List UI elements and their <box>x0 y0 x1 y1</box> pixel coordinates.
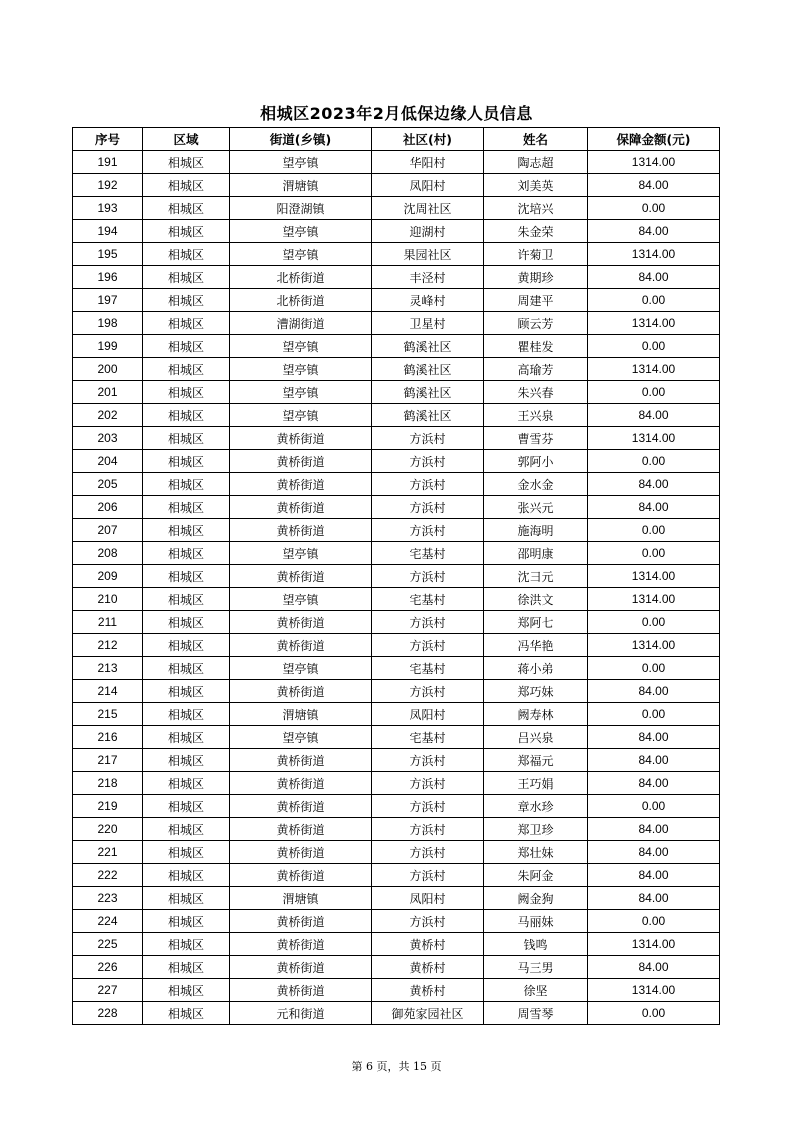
table-row <box>73 680 720 703</box>
cell-amount: 1314.00 <box>588 427 720 450</box>
table-row <box>73 404 720 427</box>
cell-name: 朱兴春 <box>484 381 588 404</box>
cell-amount: 0.00 <box>588 795 720 818</box>
cell-index: 214 <box>73 680 143 703</box>
cell-street: 渭塘镇 <box>230 887 372 910</box>
cell-name: 郑卫珍 <box>484 818 588 841</box>
table-row <box>73 565 720 588</box>
cell-district: 相城区 <box>143 611 230 634</box>
cell-amount: 1314.00 <box>588 312 720 335</box>
cell-community: 方浜村 <box>372 680 484 703</box>
cell-amount: 1314.00 <box>588 933 720 956</box>
cell-amount: 84.00 <box>588 841 720 864</box>
cell-amount: 0.00 <box>588 335 720 358</box>
cell-amount: 1314.00 <box>588 358 720 381</box>
cell-name: 马三男 <box>484 956 588 979</box>
cell-name: 曹雪芬 <box>484 427 588 450</box>
cell-amount: 84.00 <box>588 220 720 243</box>
cell-district: 相城区 <box>143 197 230 220</box>
cell-index: 220 <box>73 818 143 841</box>
cell-street: 望亭镇 <box>230 151 372 174</box>
column-header-district: 区域 <box>143 128 230 151</box>
table-row <box>73 197 720 220</box>
cell-district: 相城区 <box>143 841 230 864</box>
cell-community: 方浜村 <box>372 611 484 634</box>
cell-name: 金水金 <box>484 473 588 496</box>
cell-name: 郑壮妹 <box>484 841 588 864</box>
column-header-name: 姓名 <box>484 128 588 151</box>
cell-district: 相城区 <box>143 174 230 197</box>
cell-district: 相城区 <box>143 542 230 565</box>
table-row <box>73 818 720 841</box>
cell-name: 许菊卫 <box>484 243 588 266</box>
cell-amount: 0.00 <box>588 657 720 680</box>
table-row <box>73 312 720 335</box>
cell-index: 224 <box>73 910 143 933</box>
table-row <box>73 1002 720 1025</box>
cell-district: 相城区 <box>143 818 230 841</box>
cell-street: 黄桥街道 <box>230 634 372 657</box>
cell-district: 相城区 <box>143 680 230 703</box>
cell-street: 望亭镇 <box>230 243 372 266</box>
cell-amount: 1314.00 <box>588 151 720 174</box>
cell-street: 黄桥街道 <box>230 427 372 450</box>
cell-community: 黄桥村 <box>372 933 484 956</box>
cell-community: 黄桥村 <box>372 956 484 979</box>
table-row <box>73 795 720 818</box>
cell-district: 相城区 <box>143 910 230 933</box>
table-row <box>73 657 720 680</box>
cell-name: 朱金荣 <box>484 220 588 243</box>
cell-community: 宅基村 <box>372 726 484 749</box>
cell-community: 宅基村 <box>372 542 484 565</box>
cell-name: 王巧娟 <box>484 772 588 795</box>
cell-name: 阙金狗 <box>484 887 588 910</box>
cell-amount: 1314.00 <box>588 243 720 266</box>
table-row <box>73 473 720 496</box>
cell-street: 黄桥街道 <box>230 818 372 841</box>
cell-name: 沈彐元 <box>484 565 588 588</box>
cell-index: 227 <box>73 979 143 1002</box>
table-row <box>73 220 720 243</box>
cell-street: 黄桥街道 <box>230 864 372 887</box>
cell-district: 相城区 <box>143 358 230 381</box>
cell-name: 邵明康 <box>484 542 588 565</box>
cell-district: 相城区 <box>143 243 230 266</box>
cell-index: 226 <box>73 956 143 979</box>
cell-street: 黄桥街道 <box>230 611 372 634</box>
cell-district: 相城区 <box>143 749 230 772</box>
cell-amount: 1314.00 <box>588 588 720 611</box>
cell-street: 黄桥街道 <box>230 956 372 979</box>
cell-district: 相城区 <box>143 404 230 427</box>
cell-street: 望亭镇 <box>230 588 372 611</box>
cell-index: 221 <box>73 841 143 864</box>
table-row <box>73 864 720 887</box>
cell-name: 周建平 <box>484 289 588 312</box>
table-row <box>73 427 720 450</box>
table-row <box>73 749 720 772</box>
cell-community: 方浜村 <box>372 910 484 933</box>
cell-community: 方浜村 <box>372 450 484 473</box>
cell-name: 沈培兴 <box>484 197 588 220</box>
cell-community: 御苑家园社区 <box>372 1002 484 1025</box>
cell-amount: 0.00 <box>588 703 720 726</box>
column-header-index: 序号 <box>73 128 143 151</box>
column-header-street: 街道(乡镇) <box>230 128 372 151</box>
cell-street: 黄桥街道 <box>230 910 372 933</box>
cell-community: 方浜村 <box>372 427 484 450</box>
data-table <box>72 127 720 1025</box>
cell-community: 方浜村 <box>372 519 484 542</box>
cell-amount: 1314.00 <box>588 565 720 588</box>
cell-community: 鹤溪社区 <box>372 404 484 427</box>
cell-community: 宅基村 <box>372 657 484 680</box>
cell-district: 相城区 <box>143 864 230 887</box>
cell-amount: 84.00 <box>588 772 720 795</box>
cell-community: 方浜村 <box>372 473 484 496</box>
cell-name: 章水珍 <box>484 795 588 818</box>
table-row <box>73 956 720 979</box>
cell-name: 周雪琴 <box>484 1002 588 1025</box>
table-row <box>73 772 720 795</box>
cell-index: 217 <box>73 749 143 772</box>
cell-index: 212 <box>73 634 143 657</box>
cell-community: 灵峰村 <box>372 289 484 312</box>
cell-community: 凤阳村 <box>372 703 484 726</box>
cell-district: 相城区 <box>143 979 230 1002</box>
cell-street: 元和街道 <box>230 1002 372 1025</box>
cell-index: 191 <box>73 151 143 174</box>
cell-district: 相城区 <box>143 956 230 979</box>
cell-name: 冯华艳 <box>484 634 588 657</box>
cell-amount: 0.00 <box>588 381 720 404</box>
cell-index: 202 <box>73 404 143 427</box>
cell-index: 206 <box>73 496 143 519</box>
cell-name: 郑巧妹 <box>484 680 588 703</box>
cell-amount: 84.00 <box>588 749 720 772</box>
cell-street: 黄桥街道 <box>230 772 372 795</box>
cell-name: 朱阿金 <box>484 864 588 887</box>
cell-district: 相城区 <box>143 450 230 473</box>
cell-community: 黄桥村 <box>372 979 484 1002</box>
cell-index: 215 <box>73 703 143 726</box>
table-row <box>73 726 720 749</box>
cell-street: 黄桥街道 <box>230 749 372 772</box>
cell-community: 凤阳村 <box>372 174 484 197</box>
cell-district: 相城区 <box>143 703 230 726</box>
cell-name: 马丽妹 <box>484 910 588 933</box>
cell-amount: 84.00 <box>588 174 720 197</box>
cell-street: 黄桥街道 <box>230 979 372 1002</box>
cell-index: 196 <box>73 266 143 289</box>
cell-amount: 84.00 <box>588 266 720 289</box>
cell-street: 北桥街道 <box>230 266 372 289</box>
cell-district: 相城区 <box>143 220 230 243</box>
cell-index: 203 <box>73 427 143 450</box>
cell-name: 瞿桂发 <box>484 335 588 358</box>
cell-community: 鹤溪社区 <box>372 381 484 404</box>
table-row <box>73 519 720 542</box>
cell-index: 210 <box>73 588 143 611</box>
cell-district: 相城区 <box>143 519 230 542</box>
cell-community: 卫星村 <box>372 312 484 335</box>
cell-amount: 0.00 <box>588 289 720 312</box>
cell-street: 黄桥街道 <box>230 841 372 864</box>
table-row <box>73 266 720 289</box>
cell-street: 黄桥街道 <box>230 496 372 519</box>
cell-district: 相城区 <box>143 335 230 358</box>
cell-street: 黄桥街道 <box>230 933 372 956</box>
cell-district: 相城区 <box>143 151 230 174</box>
table-row <box>73 151 720 174</box>
cell-street: 渭塘镇 <box>230 174 372 197</box>
cell-street: 望亭镇 <box>230 657 372 680</box>
cell-amount: 0.00 <box>588 1002 720 1025</box>
cell-community: 沈周社区 <box>372 197 484 220</box>
cell-street: 望亭镇 <box>230 220 372 243</box>
cell-name: 陶志超 <box>484 151 588 174</box>
column-header-amount: 保障金额(元) <box>588 128 720 151</box>
cell-index: 198 <box>73 312 143 335</box>
cell-index: 218 <box>73 772 143 795</box>
cell-name: 徐洪文 <box>484 588 588 611</box>
table-row <box>73 979 720 1002</box>
cell-name: 顾云芳 <box>484 312 588 335</box>
cell-index: 222 <box>73 864 143 887</box>
cell-index: 216 <box>73 726 143 749</box>
cell-name: 高瑜芳 <box>484 358 588 381</box>
cell-community: 方浜村 <box>372 795 484 818</box>
table-row <box>73 933 720 956</box>
table-row <box>73 542 720 565</box>
cell-street: 阳澄湖镇 <box>230 197 372 220</box>
cell-index: 197 <box>73 289 143 312</box>
cell-name: 郭阿小 <box>484 450 588 473</box>
cell-index: 207 <box>73 519 143 542</box>
cell-index: 201 <box>73 381 143 404</box>
table-row <box>73 243 720 266</box>
table-row <box>73 335 720 358</box>
cell-district: 相城区 <box>143 588 230 611</box>
cell-index: 199 <box>73 335 143 358</box>
cell-index: 225 <box>73 933 143 956</box>
cell-index: 211 <box>73 611 143 634</box>
cell-district: 相城区 <box>143 381 230 404</box>
cell-district: 相城区 <box>143 289 230 312</box>
cell-street: 北桥街道 <box>230 289 372 312</box>
table-row <box>73 841 720 864</box>
cell-index: 213 <box>73 657 143 680</box>
cell-amount: 0.00 <box>588 197 720 220</box>
cell-district: 相城区 <box>143 427 230 450</box>
cell-street: 黄桥街道 <box>230 680 372 703</box>
cell-district: 相城区 <box>143 657 230 680</box>
cell-community: 宅基村 <box>372 588 484 611</box>
cell-community: 方浜村 <box>372 818 484 841</box>
cell-community: 迎湖村 <box>372 220 484 243</box>
cell-name: 徐坚 <box>484 979 588 1002</box>
cell-amount: 84.00 <box>588 404 720 427</box>
cell-index: 223 <box>73 887 143 910</box>
table-row <box>73 496 720 519</box>
table-body <box>73 151 720 1025</box>
cell-district: 相城区 <box>143 726 230 749</box>
cell-community: 方浜村 <box>372 496 484 519</box>
cell-index: 205 <box>73 473 143 496</box>
cell-street: 黄桥街道 <box>230 565 372 588</box>
cell-district: 相城区 <box>143 933 230 956</box>
cell-community: 凤阳村 <box>372 887 484 910</box>
cell-name: 王兴泉 <box>484 404 588 427</box>
cell-district: 相城区 <box>143 772 230 795</box>
cell-index: 194 <box>73 220 143 243</box>
cell-amount: 84.00 <box>588 864 720 887</box>
cell-amount: 0.00 <box>588 450 720 473</box>
cell-name: 蒋小弟 <box>484 657 588 680</box>
cell-district: 相城区 <box>143 312 230 335</box>
cell-street: 黄桥街道 <box>230 519 372 542</box>
cell-community: 方浜村 <box>372 634 484 657</box>
cell-amount: 0.00 <box>588 542 720 565</box>
cell-district: 相城区 <box>143 496 230 519</box>
cell-amount: 84.00 <box>588 956 720 979</box>
table-row <box>73 381 720 404</box>
cell-district: 相城区 <box>143 887 230 910</box>
table-row <box>73 358 720 381</box>
cell-name: 钱鸣 <box>484 933 588 956</box>
cell-district: 相城区 <box>143 565 230 588</box>
table-row <box>73 703 720 726</box>
cell-community: 方浜村 <box>372 841 484 864</box>
cell-amount: 1314.00 <box>588 634 720 657</box>
cell-name: 黄期珍 <box>484 266 588 289</box>
cell-street: 黄桥街道 <box>230 450 372 473</box>
cell-index: 209 <box>73 565 143 588</box>
table-row <box>73 910 720 933</box>
cell-name: 张兴元 <box>484 496 588 519</box>
table-row <box>73 174 720 197</box>
cell-name: 郑阿七 <box>484 611 588 634</box>
cell-index: 204 <box>73 450 143 473</box>
cell-name: 郑福元 <box>484 749 588 772</box>
cell-index: 193 <box>73 197 143 220</box>
cell-community: 方浜村 <box>372 864 484 887</box>
column-header-community: 社区(村) <box>372 128 484 151</box>
table-row <box>73 887 720 910</box>
cell-community: 丰泾村 <box>372 266 484 289</box>
cell-street: 黄桥街道 <box>230 473 372 496</box>
table-header-row <box>73 128 720 151</box>
cell-index: 192 <box>73 174 143 197</box>
table-row <box>73 588 720 611</box>
cell-index: 200 <box>73 358 143 381</box>
cell-amount: 84.00 <box>588 496 720 519</box>
cell-index: 195 <box>73 243 143 266</box>
cell-amount: 84.00 <box>588 473 720 496</box>
cell-amount: 84.00 <box>588 726 720 749</box>
cell-amount: 0.00 <box>588 910 720 933</box>
cell-index: 208 <box>73 542 143 565</box>
cell-name: 吕兴泉 <box>484 726 588 749</box>
cell-index: 219 <box>73 795 143 818</box>
cell-community: 方浜村 <box>372 749 484 772</box>
cell-street: 望亭镇 <box>230 542 372 565</box>
cell-name: 刘美英 <box>484 174 588 197</box>
table-row <box>73 450 720 473</box>
page-title: 相城区2023年2月低保边缘人员信息 <box>260 104 533 123</box>
cell-amount: 1314.00 <box>588 979 720 1002</box>
cell-district: 相城区 <box>143 634 230 657</box>
cell-index: 228 <box>73 1002 143 1025</box>
table-row <box>73 634 720 657</box>
cell-community: 华阳村 <box>372 151 484 174</box>
cell-street: 望亭镇 <box>230 335 372 358</box>
cell-community: 果园社区 <box>372 243 484 266</box>
cell-street: 望亭镇 <box>230 358 372 381</box>
cell-street: 漕湖街道 <box>230 312 372 335</box>
table-row <box>73 611 720 634</box>
cell-street: 渭塘镇 <box>230 703 372 726</box>
cell-street: 望亭镇 <box>230 726 372 749</box>
table-row <box>73 289 720 312</box>
cell-district: 相城区 <box>143 266 230 289</box>
cell-amount: 84.00 <box>588 887 720 910</box>
cell-amount: 0.00 <box>588 611 720 634</box>
cell-street: 望亭镇 <box>230 404 372 427</box>
cell-amount: 84.00 <box>588 818 720 841</box>
cell-district: 相城区 <box>143 795 230 818</box>
cell-community: 鹤溪社区 <box>372 335 484 358</box>
cell-community: 方浜村 <box>372 565 484 588</box>
cell-community: 鹤溪社区 <box>372 358 484 381</box>
cell-community: 方浜村 <box>372 772 484 795</box>
page-footer: 第 6 页，共 15 页 <box>351 1060 442 1073</box>
cell-street: 黄桥街道 <box>230 795 372 818</box>
cell-name: 施海明 <box>484 519 588 542</box>
cell-amount: 84.00 <box>588 680 720 703</box>
cell-amount: 0.00 <box>588 519 720 542</box>
cell-district: 相城区 <box>143 1002 230 1025</box>
cell-name: 阙寿林 <box>484 703 588 726</box>
cell-street: 望亭镇 <box>230 381 372 404</box>
cell-district: 相城区 <box>143 473 230 496</box>
